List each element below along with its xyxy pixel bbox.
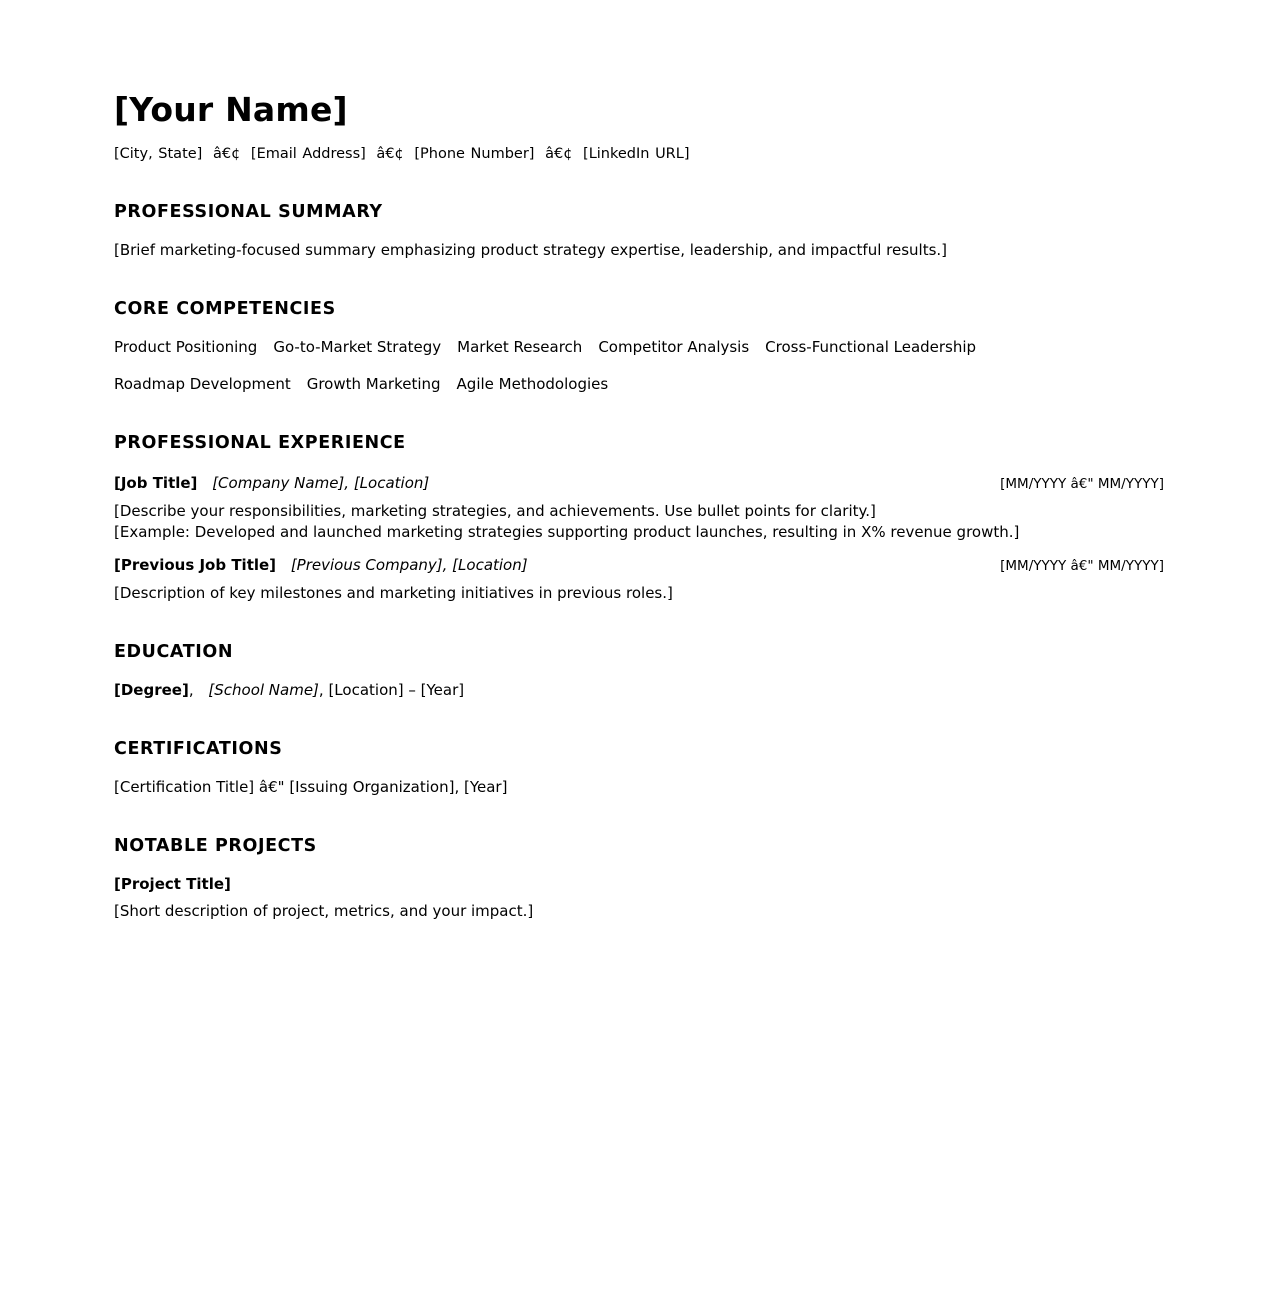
- job-description-line: [Example: Developed and launched marketing strategies supporting product launches, resulting in X% revenue growth.]: [114, 523, 1020, 541]
- contact-linkedin: [LinkedIn URL]: [583, 146, 690, 162]
- section-core-competencies: [114, 297, 1164, 395]
- competency-item: Go-to-Market Strategy: [273, 338, 442, 356]
- contact-line: [114, 144, 1164, 164]
- job-header: [114, 473, 1164, 495]
- education-school: [School Name]: [208, 681, 319, 699]
- contact-email: [Email Address]: [250, 146, 366, 162]
- education-location-year: , [Location] – [Year]: [318, 681, 465, 699]
- competency-item: Market Research: [457, 338, 583, 356]
- job-description: [114, 583, 1164, 604]
- resume-page: [114, 0, 1164, 922]
- job-title: [Job Title]: [114, 474, 198, 492]
- job-company: [Previous Company], [Location]: [290, 556, 528, 574]
- section-title: NOTABLE PROJECTS: [114, 836, 317, 856]
- job-title-company: [114, 555, 528, 576]
- competency-item: Agile Methodologies: [456, 375, 609, 393]
- job-description-line: [Describe your responsibilities, marketing strategies, and achievements. Use bullet points for clarity.]: [114, 502, 876, 520]
- certification-entry: [Certification Title] â€" [Issuing Organization], [Year]: [114, 778, 508, 796]
- job-entry: [114, 555, 1164, 604]
- section-certifications: [114, 737, 1164, 798]
- section-education: [114, 640, 1164, 701]
- education-degree: [Degree]: [114, 681, 189, 699]
- contact-separator: â€¢: [376, 146, 404, 162]
- competency-list: [114, 337, 1164, 395]
- competency-item: Growth Marketing: [306, 375, 441, 393]
- contact-separator: â€¢: [212, 146, 241, 162]
- job-header: [114, 555, 1164, 577]
- competency-item: Competitor Analysis: [598, 338, 750, 356]
- section-title: CORE COMPETENCIES: [114, 299, 336, 319]
- section-title: EDUCATION: [114, 642, 234, 662]
- candidate-name: [Your Name]: [114, 90, 348, 129]
- competency-item: Cross-Functional Leadership: [765, 338, 977, 356]
- contact-city-state: [City, State]: [114, 146, 203, 162]
- section-professional-experience: [114, 431, 1164, 604]
- job-description: [114, 501, 1164, 543]
- competency-item: Product Positioning: [114, 338, 258, 356]
- competency-item: Roadmap Development: [114, 375, 291, 393]
- section-title: CERTIFICATIONS: [114, 739, 283, 759]
- project-description: [Short description of project, metrics, and your impact.]: [114, 902, 534, 920]
- job-description-line: [Description of key milestones and marketing initiatives in previous roles.]: [114, 584, 673, 602]
- job-company: [Company Name], [Location]: [212, 474, 430, 492]
- job-title: [Previous Job Title]: [114, 556, 277, 574]
- section-professional-summary: [114, 200, 1164, 261]
- job-dates: [MM/YYYY â€" MM/YYYY]: [1000, 558, 1164, 574]
- summary-text: [Brief marketing-focused summary emphasizing product strategy expertise, leadership, and impactful results.]: [114, 241, 948, 259]
- education-entry: [114, 680, 1164, 701]
- job-title-company: [114, 473, 429, 494]
- section-notable-projects: [114, 834, 1164, 922]
- project-title: [Project Title]: [114, 875, 231, 893]
- contact-phone: [Phone Number]: [414, 146, 535, 162]
- job-entry: [114, 473, 1164, 543]
- section-title: PROFESSIONAL EXPERIENCE: [114, 433, 406, 453]
- section-title: PROFESSIONAL SUMMARY: [114, 202, 383, 222]
- contact-separator: â€¢: [545, 146, 573, 162]
- job-dates: [MM/YYYY â€" MM/YYYY]: [1000, 476, 1164, 492]
- education-comma: ,: [188, 681, 194, 699]
